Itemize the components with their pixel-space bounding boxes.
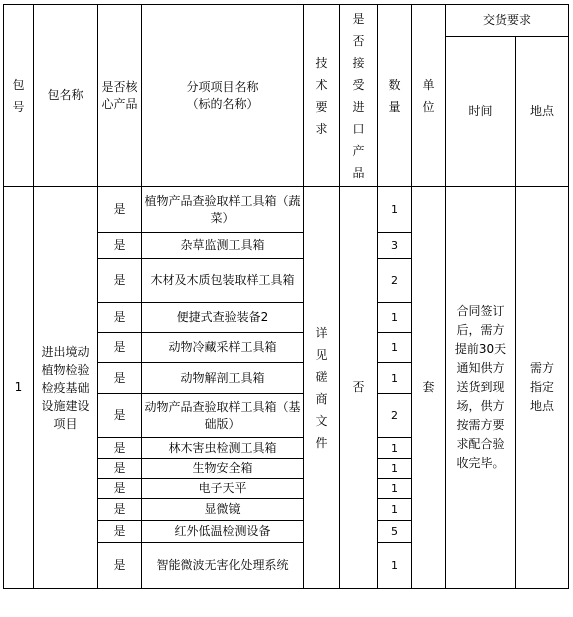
core-cell: 是 xyxy=(98,521,142,543)
qty-cell: 1 xyxy=(378,333,412,363)
core-cell: 是 xyxy=(98,303,142,333)
procurement-table xyxy=(3,4,569,589)
core-cell: 是 xyxy=(98,459,142,479)
qty-cell: 5 xyxy=(378,521,412,543)
header-item-name-line1: 分项项目名称 xyxy=(186,79,259,94)
header-accept-import: 是否接受进口产品 xyxy=(340,5,378,187)
header-unit: 单位 xyxy=(412,5,446,187)
header-delivery: 交货要求 xyxy=(446,5,569,37)
item-name-cell: 动物产品查验取样工具箱（基础版） xyxy=(142,394,304,438)
item-name-cell: 林木害虫检测工具箱 xyxy=(142,438,304,459)
core-cell: 是 xyxy=(98,394,142,438)
qty-cell: 1 xyxy=(378,479,412,499)
item-name-cell: 动物冷藏采样工具箱 xyxy=(142,333,304,363)
table-row xyxy=(4,187,569,233)
core-cell: 是 xyxy=(98,543,142,589)
header-pkg-name: 包名称 xyxy=(34,5,98,187)
header-is-core: 是否核心产品 xyxy=(98,5,142,187)
header-quantity: 数量 xyxy=(378,5,412,187)
qty-cell: 3 xyxy=(378,233,412,259)
item-name-cell: 生物安全箱 xyxy=(142,459,304,479)
item-name-cell: 植物产品查验取样工具箱（蔬菜） xyxy=(142,187,304,233)
header-pkg-no: 包号 xyxy=(4,5,34,187)
qty-cell: 2 xyxy=(378,259,412,303)
accept-import-cell: 否 xyxy=(340,187,378,589)
delivery-time-cell: 合同签订后，需方提前30天通知供方送货到现场，供方按需方要求配合验收完毕。 xyxy=(446,187,516,589)
pkg-no-cell: 1 xyxy=(4,187,34,589)
item-name-cell: 杂草监测工具箱 xyxy=(142,233,304,259)
header-item-name-line2: （标的名称） xyxy=(186,96,259,111)
item-name-cell: 动物解剖工具箱 xyxy=(142,363,304,394)
header-delivery-time: 时间 xyxy=(446,37,516,187)
qty-cell: 1 xyxy=(378,499,412,521)
header-delivery-place: 地点 xyxy=(516,37,569,187)
pkg-name-cell: 进出境动植物检验检疫基础设施建设项目 xyxy=(34,187,98,589)
item-name-cell: 智能微波无害化处理系统 xyxy=(142,543,304,589)
delivery-place-cell: 需方指定地点 xyxy=(516,187,569,589)
core-cell: 是 xyxy=(98,187,142,233)
qty-cell: 2 xyxy=(378,394,412,438)
core-cell: 是 xyxy=(98,363,142,394)
core-cell: 是 xyxy=(98,259,142,303)
qty-cell: 1 xyxy=(378,363,412,394)
header-item-name xyxy=(142,5,304,187)
core-cell: 是 xyxy=(98,233,142,259)
core-cell: 是 xyxy=(98,438,142,459)
item-name-cell: 木材及木质包装取样工具箱 xyxy=(142,259,304,303)
item-name-cell: 显微镜 xyxy=(142,499,304,521)
core-cell: 是 xyxy=(98,479,142,499)
tech-req-cell: 详见磋商文件 xyxy=(304,187,340,589)
core-cell: 是 xyxy=(98,499,142,521)
item-name-cell: 红外低温检测设备 xyxy=(142,521,304,543)
qty-cell: 1 xyxy=(378,459,412,479)
qty-cell: 1 xyxy=(378,543,412,589)
core-cell: 是 xyxy=(98,333,142,363)
item-name-cell: 便捷式查验装备2 xyxy=(142,303,304,333)
qty-cell: 1 xyxy=(378,187,412,233)
unit-cell: 套 xyxy=(412,187,446,589)
qty-cell: 1 xyxy=(378,303,412,333)
header-tech-req: 技术要求 xyxy=(304,5,340,187)
qty-cell: 1 xyxy=(378,438,412,459)
item-name-cell: 电子天平 xyxy=(142,479,304,499)
